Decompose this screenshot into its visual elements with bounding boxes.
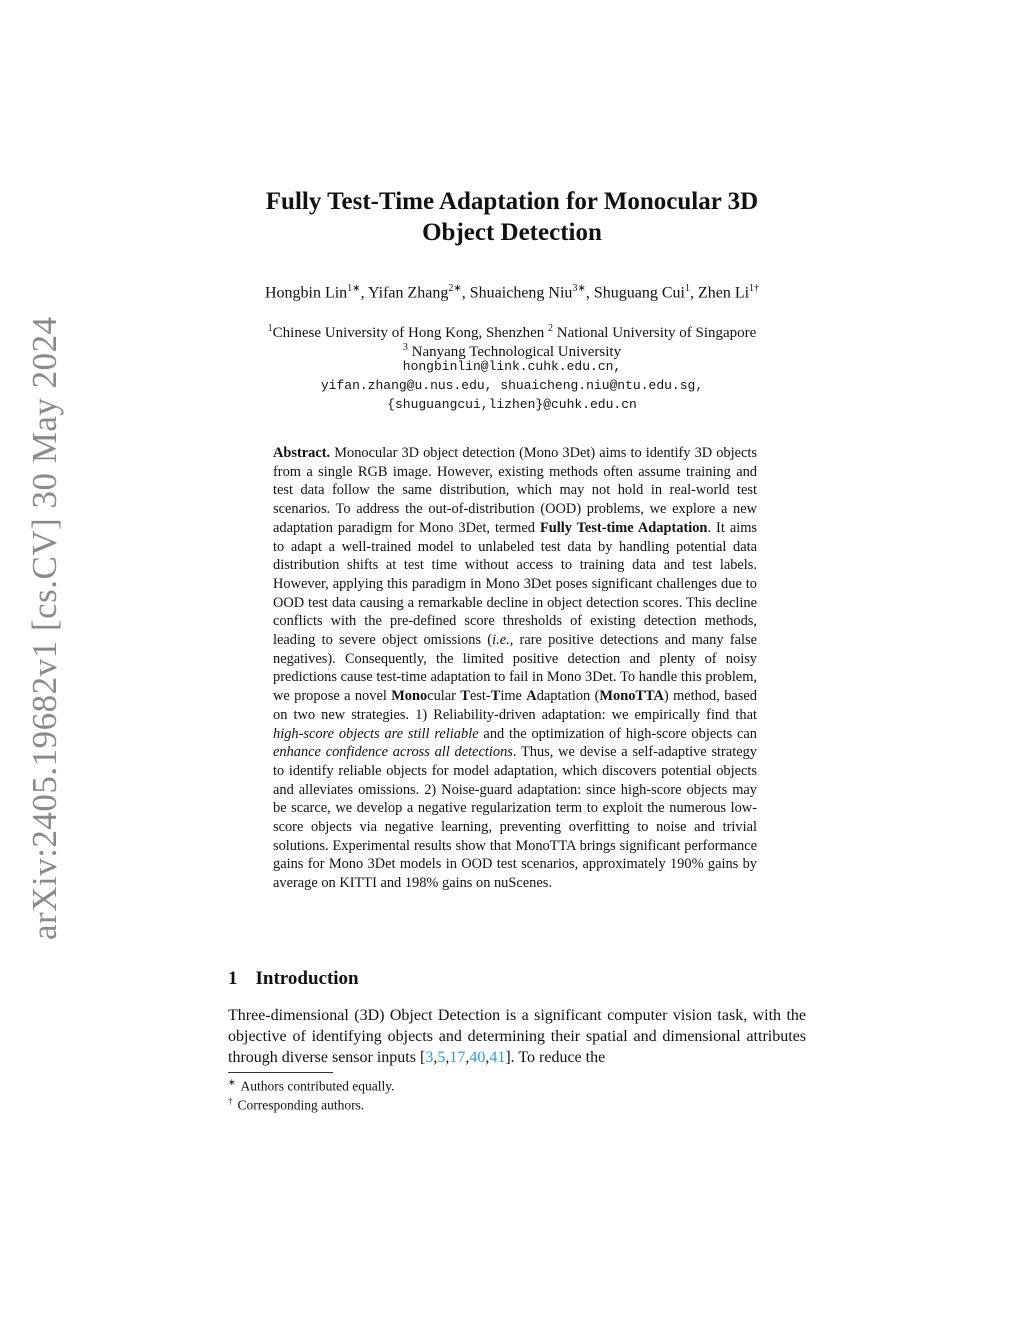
abstract-text: . It aims to adapt a well-trained model to unlabeled test data by handling potential data distribution shifts at test time without access to training data and test labels. However, applying this paradigm in Mono 3Det poses significant challenges due to OOD test data causing a remarkable decline in object detection scores. This decline conflicts with the pre-defined score thresholds of existing detection methods, leading to severe object omissions ( [273, 519, 758, 649]
abstract-bold: MonoTTA [599, 688, 664, 705]
author-separator: , [585, 284, 594, 302]
paper-title [200, 186, 824, 248]
abstract-text: Monocular 3D object detection (Mono 3Det) aims to identify 3D objects from a single RGB image. However, existing methods often assume training and test data follow the same distribution, which may not hold in real-world test scenarios. To address the out-of-distribution (OOD) problems, we explore a new adaptation paradigm for Mono 3Det, termed [273, 445, 757, 536]
abstract-bold: Fully Test-time Adaptation [539, 519, 708, 536]
author-name: Zhen Li [697, 284, 750, 302]
abstract [273, 444, 757, 893]
abstract-text: . Thus, we devise a self-adaptive strategy to identify reliable objects for model adaptation, which discovers potential objects and alleviates omissions. 2) Noise-guard adaptation: since high-score objects may be scarce, we develop a negative regularization term to exploit the numerous low-score objects via negative learning, preventing overfitting to noise and trivial solutions. Experimental results show that MonoTTA brings significant performance gains for Mono 3Det models in OOD test scenarios, approximately 190% gains by average on KITTI and 198% gains on nuScenes. [273, 744, 757, 892]
author-mark: 2∗ [448, 283, 462, 294]
affil-text: Chinese University of Hong Kong, Shenzhen [272, 325, 549, 341]
abstract-text: and the optimization of high-score objects can [478, 725, 757, 742]
intro-paragraph: Three-dimensional (3D) Object Detection is a significant computer vision task, with the objective of identifying objects and determining their spatial and dimensional attributes through diverse sensor inputs [3,5,17,40,41]. To reduce the [228, 1007, 806, 1066]
affil-text: National University of Singapore [553, 325, 757, 341]
footnote-text: Corresponding authors. [237, 1097, 365, 1113]
abstract-text: cular [427, 688, 461, 705]
affil-text: Nanyang Technological University [407, 344, 622, 360]
abstract-bold: Mono [391, 688, 428, 705]
author-list [150, 283, 874, 302]
footnote-2 [228, 1096, 364, 1114]
abstract-text: , rare positive detections and many false negatives). Consequently, the limited positive detection and plenty of noisy predictions cause test-time adaptation to fail in Mono 3Det. To handle this problem, we propose a novel [273, 632, 757, 705]
abstract-text: ime [500, 688, 527, 705]
abstract-text: ) method, based on two new strategies. 1) Reliability-driven adaptation: we empirically find that [273, 688, 757, 723]
citation-link[interactable]: 17 [449, 1049, 466, 1066]
abstract-italic: enhance confidence across all detections [273, 744, 513, 761]
arxiv-stamp: arXiv:2405.19682v1 [cs.CV] 30 May 2024 [25, 316, 64, 940]
intro-text: Three-dimensional (3D) Object Detection is a significant computer vision task, with the objective of identifying objects and determining their spatial and dimensional attributes through diverse sensor inputs [ [228, 1007, 806, 1066]
abstract-italic: i.e. [492, 632, 510, 649]
footnote-mark: † [228, 1096, 233, 1106]
footnote-mark: ∗ [228, 1077, 236, 1087]
title-line-1: Fully Test-Time Adaptation for Monocular 3D [265, 188, 759, 215]
footnote-text: Authors contributed equally. [240, 1078, 395, 1094]
section-number: 1 [228, 968, 238, 989]
abstract-italic: high-score objects are still reliable [273, 725, 479, 742]
author-mark: 1∗ [347, 283, 361, 294]
email-line-1[interactable]: hongbinlin@link.cuhk.edu.cn, [402, 359, 622, 374]
author-name: Shuaicheng Niu [469, 284, 573, 302]
abstract-text: est- [469, 688, 491, 705]
author-mark: 1 [684, 283, 690, 294]
email-line-3[interactable]: {shuguangcui,lizhen}@cuhk.edu.cn [387, 397, 637, 412]
intro-text: ]. To reduce the [505, 1049, 606, 1066]
citation-link[interactable]: 41 [489, 1049, 506, 1066]
title-line-2: Object Detection [422, 219, 602, 246]
author-name: Hongbin Lin [264, 284, 348, 302]
author-name: Shuguang Cui [593, 284, 685, 302]
author-separator: , [360, 284, 368, 302]
footnote-rule [228, 1072, 333, 1073]
abstract-text: daptation ( [536, 688, 600, 705]
author-mark: 1† [749, 283, 760, 294]
abstract-bold: T [460, 688, 470, 705]
author-separator: , [689, 284, 698, 302]
author-separator: , [461, 284, 470, 302]
abstract-bold: T [490, 688, 501, 705]
affil-mark: 2 [548, 323, 554, 334]
section-title-text: Introduction [255, 968, 359, 989]
citation-link[interactable]: 5 [437, 1049, 446, 1066]
email-line-2[interactable]: yifan.zhang@u.nus.edu, shuaicheng.niu@ntu.edu.sg, [320, 378, 704, 393]
abstract-label: Abstract. [273, 445, 331, 461]
abstract-bold: A [526, 688, 537, 705]
citation-link[interactable]: 40 [469, 1049, 486, 1066]
affil-mark: 1 [267, 323, 273, 334]
citation-link[interactable]: 3 [425, 1049, 434, 1066]
footnote-1 [228, 1077, 395, 1095]
affil-mark: 3 [402, 342, 408, 353]
section-heading [228, 968, 359, 990]
author-name: Yifan Zhang [367, 284, 449, 302]
author-mark: 3∗ [572, 283, 586, 294]
